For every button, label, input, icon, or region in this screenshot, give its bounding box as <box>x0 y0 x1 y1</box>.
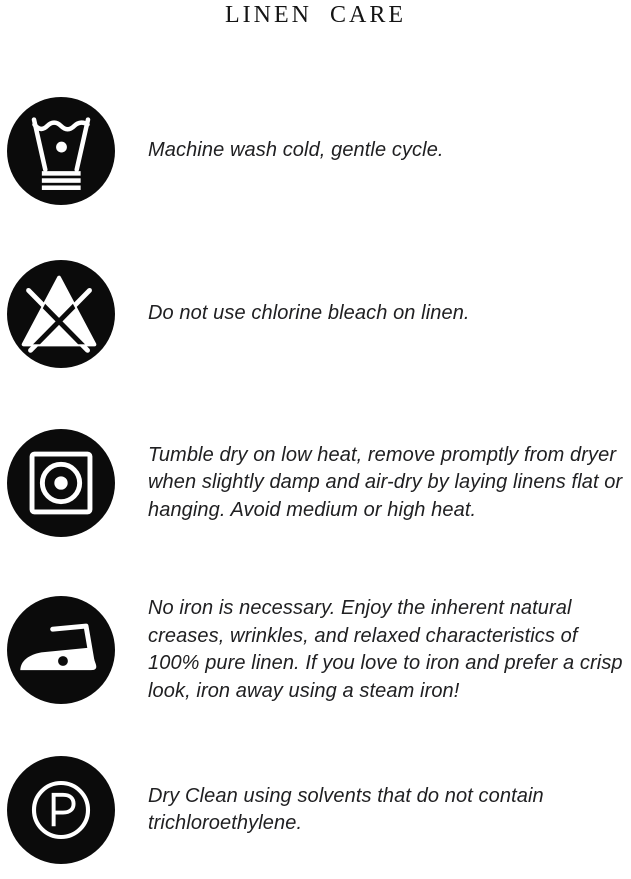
care-instruction-text: Do not use chlorine bleach on linen. <box>148 302 470 325</box>
page-title: LINEN CARE <box>225 2 406 28</box>
dry-clean-icon <box>7 756 115 864</box>
care-instruction-text: Tumble dry on low heat, remove promptly from dryer when slightly damp and air-dry by laying linens flat or hanging. Avoid medium or high heat. <box>148 443 623 521</box>
machine-wash-icon <box>7 97 115 205</box>
iron-icon <box>7 596 115 704</box>
tumble-dry-icon <box>7 429 115 537</box>
care-item-tumble-dry <box>7 429 623 537</box>
care-instruction-text: No iron is necessary. Enjoy the inherent natural creases, wrinkles, and relaxed characteristics of 100% pure linen. If you love to iron and prefer a crisp look, iron away using a steam iron! <box>148 597 623 702</box>
no-bleach-icon <box>7 260 115 368</box>
care-item-iron <box>7 595 623 705</box>
care-instruction-text: Machine wash cold, gentle cycle. <box>148 139 444 162</box>
care-instruction-text: Dry Clean using solvents that do not contain trichloroethylene. <box>148 784 544 834</box>
care-item-machine-wash <box>7 97 623 205</box>
care-item-dry-clean <box>7 756 623 864</box>
care-item-no-bleach <box>7 260 623 368</box>
